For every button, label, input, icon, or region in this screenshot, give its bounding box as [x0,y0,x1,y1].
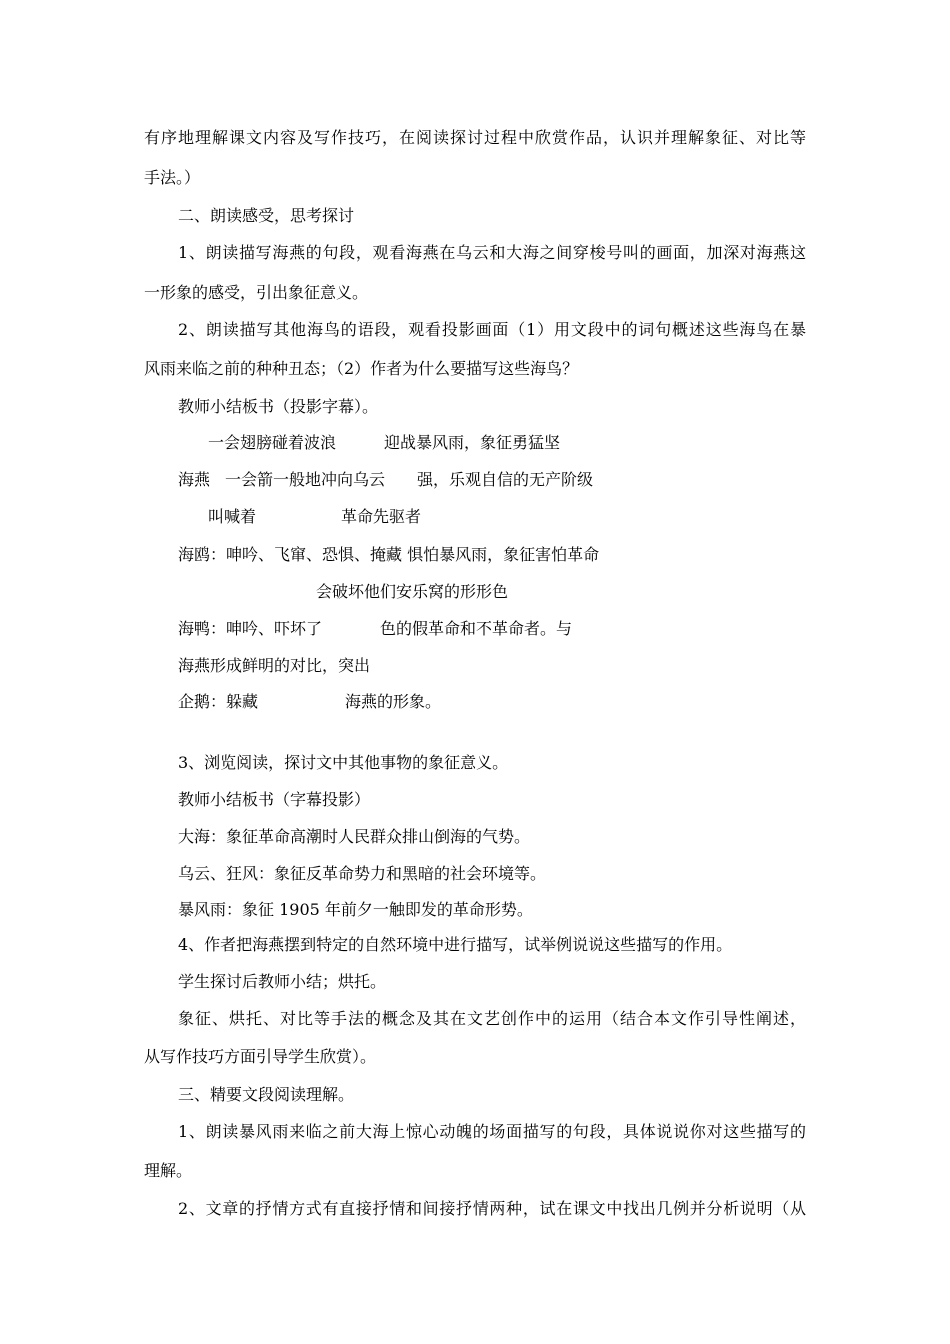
board-note: 一会翅膀碰着波浪 [208,433,337,452]
board-note: 海燕 [178,470,211,489]
board-note: 强，乐观自信的无产阶级 [417,470,594,489]
text-line: 有序地理解课文内容及写作技巧，在阅读探讨过程中欣赏作品，认识并理解象征、对比等 [144,128,806,147]
text-line: 风雨来临之前的种种丑态；（2）作者为什么要描写这些海鸟？ [144,359,579,378]
board-note: 一会箭一般地冲向乌云 [225,470,386,489]
board-note: 叫喊着 [208,507,257,526]
board-note: 海燕的形象。 [345,692,442,711]
section-heading: 三、精要文段阅读理解。 [178,1085,355,1104]
board-note: 色的假革命和不革命者。与 [380,619,573,638]
text-line: 手法。） [144,168,201,187]
text-line: 1、朗读描写海燕的句段，观看海燕在乌云和大海之间穿梭号叫的画面，加深对海燕这 [178,243,806,262]
text-line: 教师小结板书（投影字幕）。 [178,397,379,416]
text-line: 象征、烘托、对比等手法的概念及其在文艺创作中的运用（结合本文作引导性阐述， [178,1009,806,1028]
board-note: 企鹅：躲藏 [178,692,259,711]
text-line: 从写作技巧方面引导学生欣赏）。 [144,1047,377,1066]
text-line: 乌云、狂风：象征反革命势力和黑暗的社会环境等。 [178,864,547,883]
board-note: 迎战暴风雨，象征勇猛坚 [384,433,561,452]
text-line: 2、朗读描写其他海鸟的语段，观看投影画面（1）用文段中的词句概述这些海鸟在暴 [178,320,806,339]
text-line: 4、作者把海燕摆到特定的自然环境中进行描写，试举例说说这些描写的作用。 [178,935,733,954]
board-note: 海燕形成鲜明的对比，突出 [178,656,371,675]
text-line: 暴风雨：象征 1905 年前夕一触即发的革命形势。 [178,900,533,919]
text-line: 一形象的感受，引出象征意义。 [144,283,369,302]
board-note: 革命先驱者 [341,507,422,526]
text-line: 1、朗读暴风雨来临之前大海上惊心动魄的场面描写的句段，具体说说你对这些描写的 [178,1122,806,1141]
text-line: 理解。 [144,1161,193,1180]
text-line: 大海：象征革命高潮时人民群众排山倒海的气势。 [178,827,531,846]
board-note: 会破坏他们安乐窝的形形色 [316,582,509,601]
board-note: 海鸭：呻吟、吓坏了 [178,619,323,638]
board-note: 海鸥：呻吟、飞窜、恐惧、掩藏 惧怕暴风雨，象征害怕革命 [178,545,600,564]
text-line: 2、文章的抒情方式有直接抒情和间接抒情两种，试在课文中找出几例并分析说明（从 [178,1199,806,1218]
text-line: 学生探讨后教师小结；烘托。 [178,972,387,991]
section-heading: 二、朗读感受，思考探讨 [178,206,355,225]
text-line: 3、浏览阅读，探讨文中其他事物的象征意义。 [178,753,509,772]
text-line: 教师小结板书（字幕投影） [178,790,371,809]
